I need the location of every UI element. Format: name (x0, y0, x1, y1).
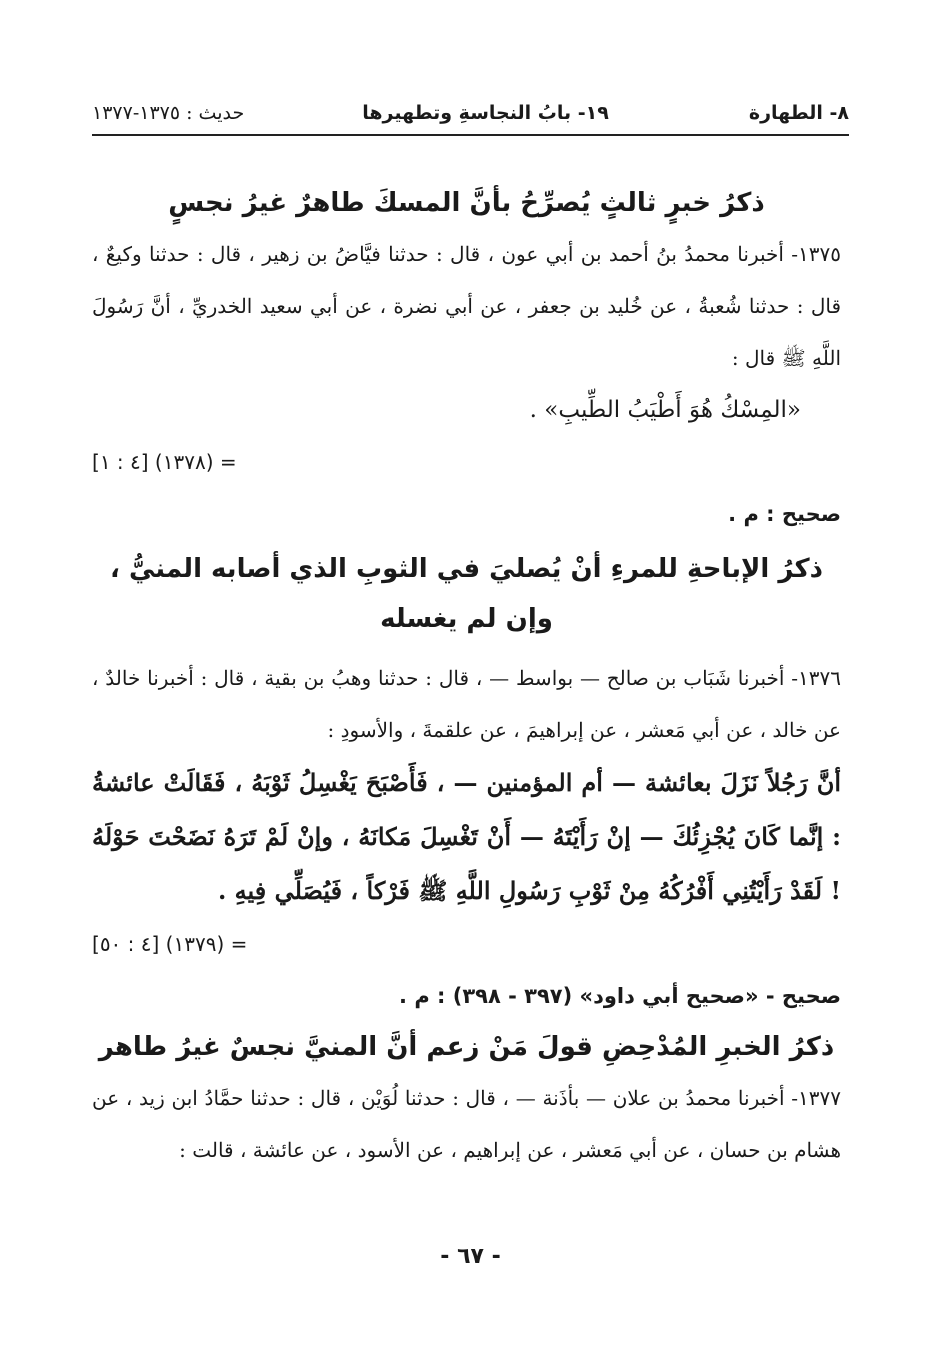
hadith-isnad: ١٣٧٧- أخبرنا محمدُ بن علان — بأذَنة — ، قال : حدثنا لُوَيْن ، قال : حدثنا حمَّادُ ابن زيد ، عن هشام بن حسان ، عن أبي مَعشر ، عن إبراهيم ، عن الأسود ، عن عائشة ، قالت : (92, 1086, 841, 1162)
hadith-grade: صحيح : م . (728, 502, 841, 526)
section-heading-continued: وإن لم يغسله (380, 604, 553, 634)
hadith-grade: صحيح - «صحيح أبي داود» (٣٩٧ - ٣٩٨) : م . (399, 984, 841, 1008)
hadith-reference (92, 436, 841, 488)
page-number: - ٦٧ - (440, 1244, 501, 1269)
hadith-range: حديث : ١٣٧٥-١٣٧٧ (92, 102, 245, 124)
reference-text: = (١٣٧٨) [٤ : ١] (92, 450, 237, 474)
hadith-isnad: ١٣٧٦- أخبرنا شَبَاب بن صالح — بواسط — ، قال : حدثنا وهبُ بن بقية ، قال : أخبرنا خالدٌ ، عن خالد ، عن أبي مَعشر ، عن إبراهيمَ ، عن علقمةَ ، والأسودِ : (92, 666, 841, 742)
chapter-title: ٨- الطهارة (748, 102, 849, 124)
section-heading: ذكرُ الخبرِ المُدْحِضِ قولَ مَنْ زعم أنَّ المنيَّ نجسٌ غيرُ طاهر (98, 1032, 835, 1062)
page-body (92, 178, 841, 1176)
header-divider (92, 134, 849, 136)
hadith-matn: «المِسْكُ هُوَ أَطْيَبُ الطِّيبِ» . (529, 397, 801, 423)
section-heading: ذكرُ الإباحةِ للمرءِ أنْ يُصليَ في الثوبِ الذي أصابه المنيُّ ، (110, 554, 823, 584)
reference-text: = (١٣٧٩) [٤ : ٥٠] (92, 932, 248, 956)
running-header (92, 96, 849, 130)
hadith-isnad: ١٣٧٥- أخبرنا محمدُ بنُ أحمد بن أبي عون ، قال : حدثنا فيَّاضُ بن زهير ، قال : حدثنا وكيعٌ ، قال : حدثنا شُعبةُ ، عن خُليد بن جعفر ، عن أبي نضرة ، عن أبي سعيد الخدريِّ ، أنَّ رَسُولَ اللَّهِ ﷺ قال : (92, 242, 841, 370)
hadith-reference (92, 918, 841, 970)
hadith-matn: أنَّ رَجُلاً نَزَلَ بعائشة — أم المؤمنين — ، فَأَصْبَحَ يَغْسِلُ ثَوْبَهُ ، فَقَالَتْ عائشةُ : إنَّما كَانَ يُجْزِئُكَ — إنْ رَأَيْتَهُ — أَنْ تَغْسِلَ مَكانَهُ ، وإنْ لَمْ تَرَهُ نَضَحْتَ حَوْلَهُ ! لَقَدْ رَأَيْتُنِي أَفْرُكُهُ مِنْ ثَوْبِ رَسُولِ اللَّهِ ﷺ فَرْكاً ، فَيُصَلِّي فِيهِ . (92, 768, 841, 905)
section-title: ١٩- بابُ النجاسةِ وتطهيرها (362, 102, 609, 124)
section-heading: ذكرُ خبرٍ ثالثٍ يُصرِّحُ بأنَّ المسكَ طاهرٌ غيرُ نجسٍ (168, 188, 765, 218)
